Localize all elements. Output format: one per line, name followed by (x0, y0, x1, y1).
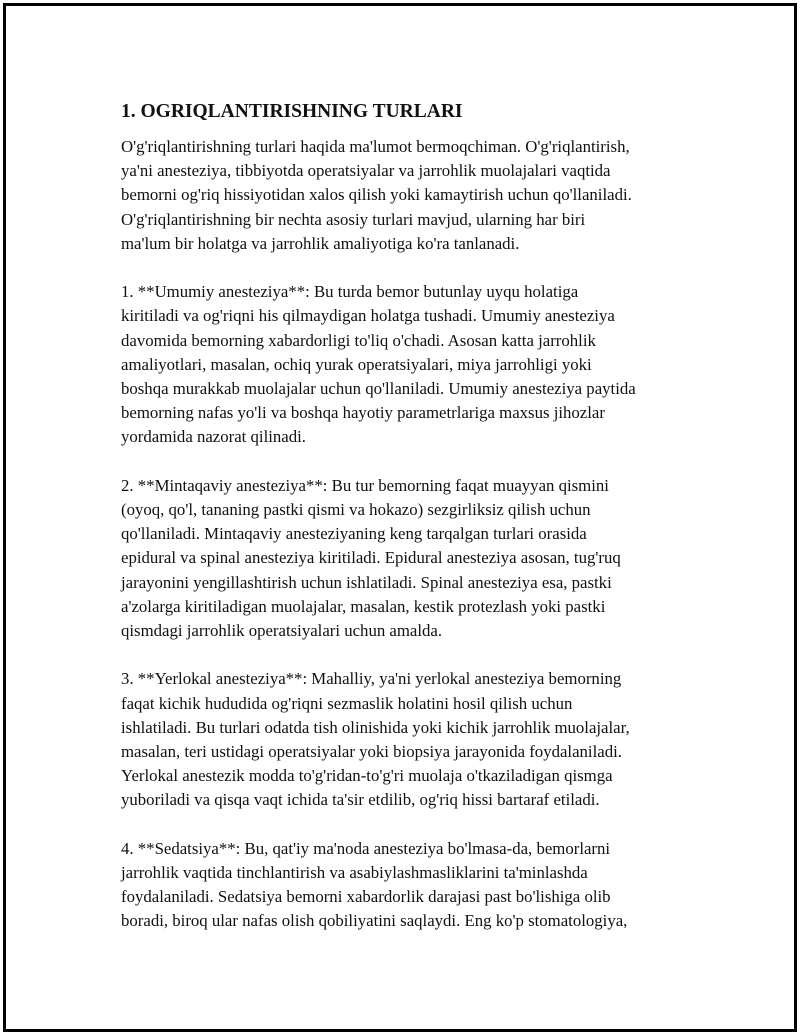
text-line: amaliyotlari, masalan, ochiq yurak operatsiyalari, miya jarrohligi yoki (121, 354, 592, 374)
text-line: 2. **Mintaqaviy anesteziya**: Bu tur bemorning faqat muayyan qismini (121, 475, 609, 495)
text-line: 3. **Yerlokal anesteziya**: Mahalliy, ya'ni yerlokal anesteziya bemorning (121, 669, 622, 689)
text-line: boshqa murakkab muolajalar uchun qo'llaniladi. Umumiy anesteziya paytida (121, 379, 636, 399)
text-line: davomida bemorning xabardorligi to'liq o'chadi. Asosan katta jarrohlik (121, 330, 596, 350)
text-line: (oyoq, qo'l, tananing pastki qismi va hokazo) sezgirliksiz qilish uchun (121, 500, 591, 520)
text-line: qismdagi jarrohlik operatsiyalari uchun amalda. (121, 621, 443, 641)
text-line: 4. **Sedatsiya**: Bu, qat'iy ma'noda anesteziya bo'lmasa-da, bemorlarni (121, 838, 611, 858)
text-line: a'zolarga kiritiladigan muolajalar, masalan, kestik protezlash yoki pastki (121, 596, 606, 616)
page-title: 1. OGRIQLANTIRISHNING TURLARI (121, 101, 463, 122)
text-line: jarrohlik vaqtida tinchlantirish va asabiylashmasliklarini ta'minlashda (121, 863, 588, 883)
text-line: O'g'riqlantirishning turlari haqida ma'lumot bermoqchiman. O'g'riqlantirish, (121, 137, 630, 156)
paragraph (121, 135, 701, 256)
paragraph-spacer (121, 450, 701, 474)
text-line: epidural va spinal anesteziya kiritiladi. Epidural anesteziya asosan, tug'ruq (121, 548, 621, 568)
text-line: Yerlokal anestezik modda to'g'ridan-to'g'ri muolaja o'tkaziladigan qismga (121, 766, 613, 786)
text-line: ishlatiladi. Bu turlari odatda tish olinishida yoki kichik jarrohlik muolajalar, (121, 717, 630, 737)
text-line: jarayonini yengillashtirish uchun ishlatiladi. Spinal anesteziya esa, pastki (121, 572, 612, 592)
paragraph-spacer (121, 256, 701, 280)
text-line: O'g'riqlantirishning bir nechta asosiy turlari mavjud, ularning har biri (121, 209, 586, 229)
text-line: bemorning nafas yo'li va boshqa hayotiy parametrlariga maxsus jihozlar (121, 403, 605, 423)
text-line: foydalaniladi. Sedatsiya bemorni xabardorlik darajasi past bo'lishiga olib (121, 887, 611, 907)
text-line: ya'ni anesteziya, tibbiyotda operatsiyalar va jarrohlik muolajalari vaqtida (121, 161, 611, 181)
paragraph-container (121, 135, 701, 934)
text-line: kiritiladi va og'riqni his qilmaydigan holatga tushadi. Umumiy anesteziya (121, 306, 615, 326)
text-line: masalan, teri ustidagi operatsiyalar yoki biopsiya jarayonida foydalaniladi. (121, 742, 622, 762)
text-line: yuboriladi va qisqa vaqt ichida ta'sir etdilib, og'riq hissi bartaraf etiladi. (121, 790, 600, 810)
text-line: 1. **Umumiy anesteziya**: Bu turda bemor butunlay uyqu holatiga (121, 282, 579, 302)
document-page (3, 3, 797, 1032)
paragraph (121, 474, 701, 643)
text-line: boradi, biroq ular nafas olish qobiliyatini saqlaydi. Eng ko'p stomatologiya, (121, 911, 628, 931)
text-line: qo'llaniladi. Mintaqaviy anesteziyaning keng tarqalgan turlari orasida (121, 524, 587, 544)
paragraph (121, 837, 701, 934)
paragraph-spacer (121, 813, 701, 837)
text-line: yordamida nazorat qilinadi. (121, 427, 306, 447)
paragraph (121, 280, 701, 449)
text-line: ma'lum bir holatga va jarrohlik amaliyotiga ko'ra tanlanadi. (121, 233, 520, 253)
text-line: faqat kichik hududida og'riqni sezmaslik holatini hosil qilish uchun (121, 693, 573, 713)
paragraph-spacer (121, 643, 701, 667)
text-line: bemorni og'riq hissiyotidan xalos qilish yoki kamaytirish uchun qo'llaniladi. (121, 185, 632, 205)
paragraph (121, 667, 701, 812)
document-body (121, 100, 701, 934)
